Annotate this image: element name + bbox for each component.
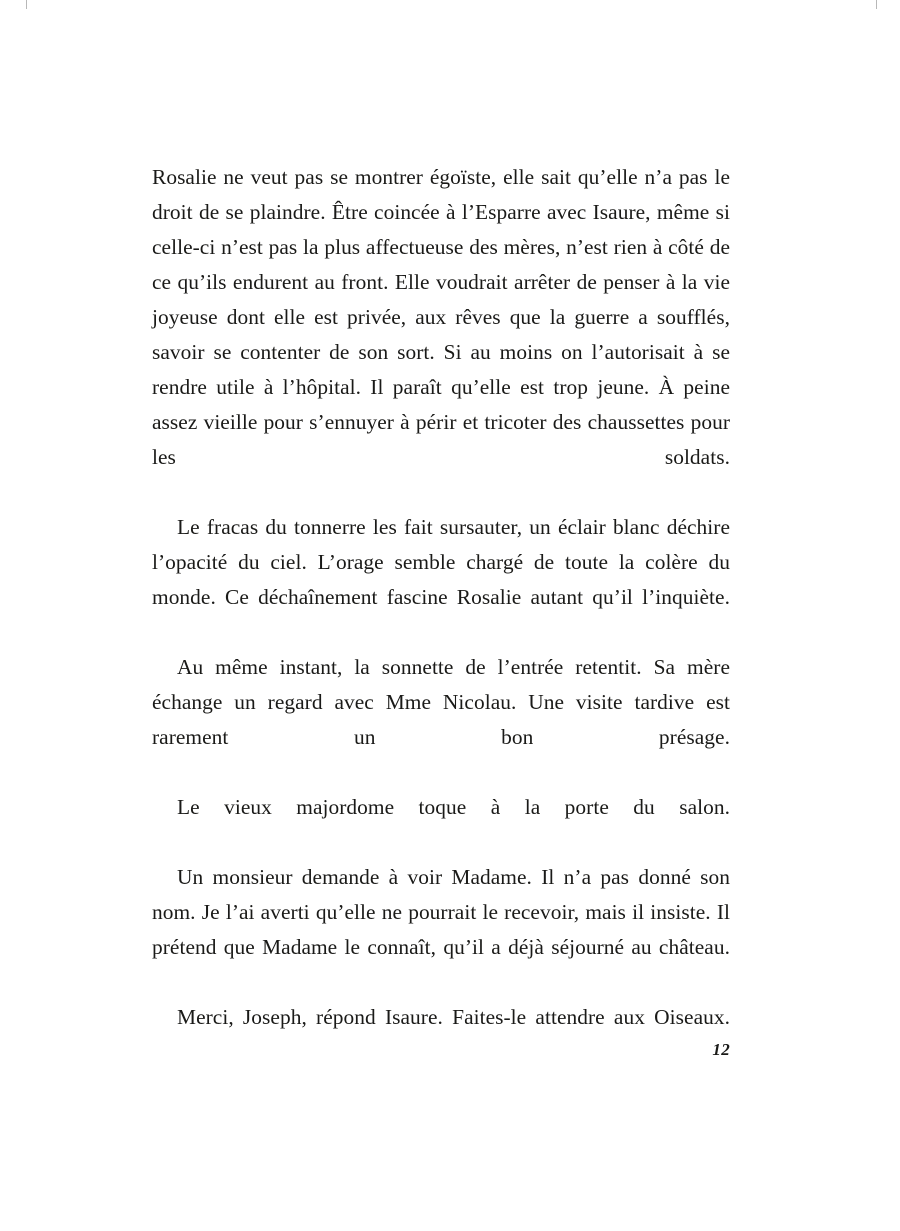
crop-mark-top-right-icon (876, 0, 877, 9)
body-paragraph: Merci, Joseph, répond Isaure. Faites-le attendre aux Oiseaux. (177, 1005, 730, 1029)
body-paragraph: Le fracas du tonnerre les fait sursauter, un éclair blanc déchire l’opacité du ciel. L’orage semble chargé de toute la colère du monde. Ce déchaînement fascine Rosalie autant qu’il l’inquiète. (152, 515, 730, 609)
page-number: 12 (712, 1040, 730, 1059)
body-paragraph: Au même instant, la sonnette de l’entrée retentit. Sa mère échange un regard avec Mme Nicolau. Une visite tardive est rarement un bon présage. (152, 655, 730, 749)
crop-mark-top-left-icon (26, 0, 27, 9)
body-paragraph: Le vieux majordome toque à la porte du salon. (177, 795, 730, 819)
body-paragraph: Rosalie ne veut pas se montrer égoïste, elle sait qu’elle n’a pas le droit de se plaindre. Être coincée à l’Esparre avec Isaure, même si celle-ci n’est pas la plus affectueuse des mères, n’est rien à côté de ce qu’ils endurent au front. Elle voudrait arrêter de penser à la vie joyeuse dont elle est privée, aux rêves que la guerre a soufflés, savoir se contenter de son sort. Si au moins on l’autorisait à se rendre utile à l’hôpital. Il paraît qu’elle est trop jeune. À peine assez vieille pour s’ennuyer à périr et tricoter des chaussettes pour les soldats. (152, 165, 730, 469)
page-text-block (152, 160, 730, 1070)
body-paragraph: Un monsieur demande à voir Madame. Il n’a pas donné son nom. Je l’ai averti qu’elle ne pourrait le recevoir, mais il insiste. Il prétend que Madame le connaît, qu’il a déjà séjourné au château. (152, 865, 730, 959)
